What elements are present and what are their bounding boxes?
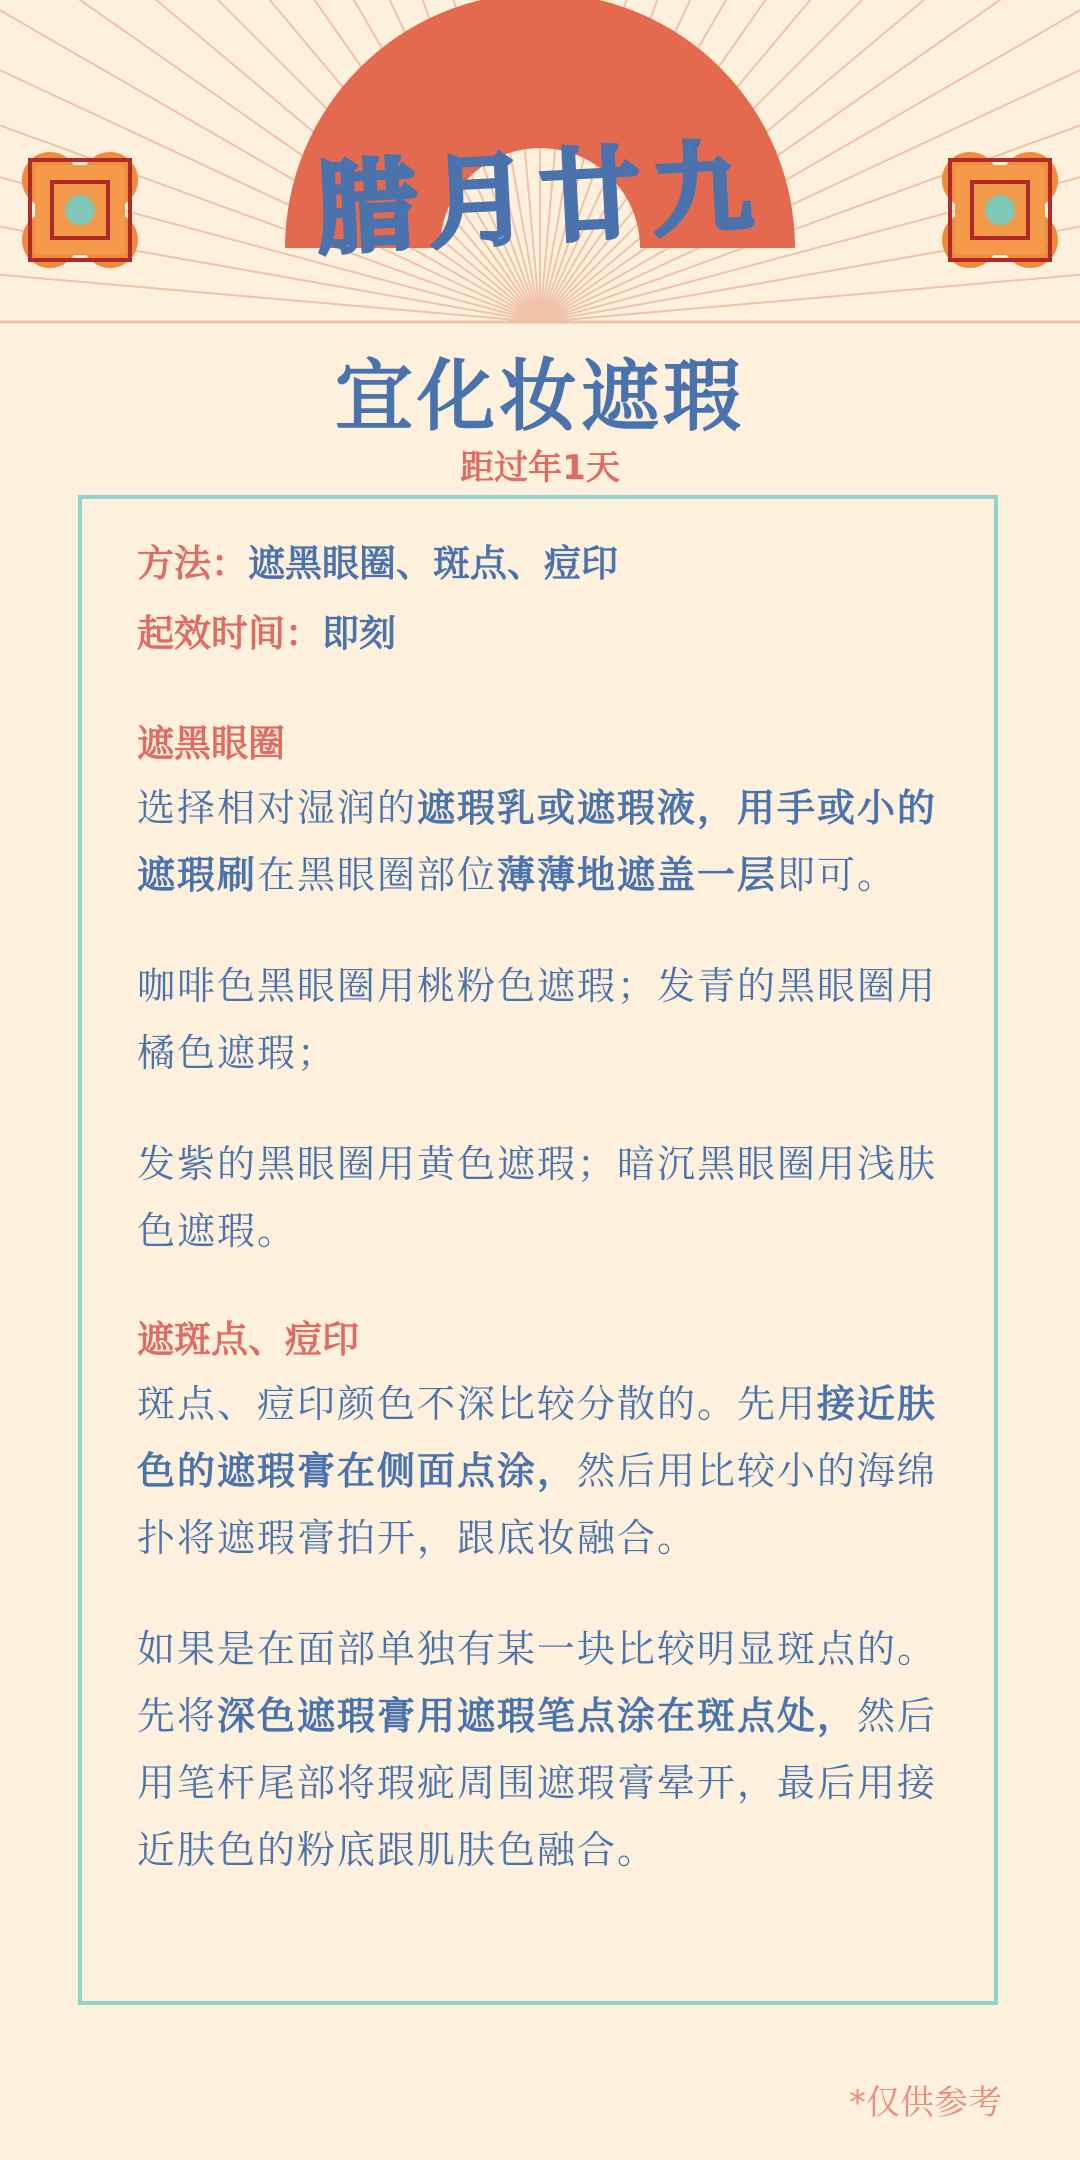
bold-span: 遮瑕乳或遮瑕液，用手或小的遮瑕刷 xyxy=(137,786,938,897)
text-span: 在黑眼圈部位 xyxy=(257,853,498,897)
dark-circles-paragraph-1 xyxy=(137,775,947,909)
effect-time-line xyxy=(137,599,947,669)
spots-paragraph-2 xyxy=(137,1616,947,1884)
method-value: 遮黑眼圈、斑点、痘印 xyxy=(248,542,618,585)
bold-span: 薄薄地遮盖一层 xyxy=(497,853,778,897)
effect-time-value: 即刻 xyxy=(322,612,396,655)
method-label: 方法： xyxy=(137,542,248,585)
footnote: *仅供参考 xyxy=(849,2083,1002,2123)
section-heading-spots: 遮斑点、痘印 xyxy=(137,1318,359,1361)
page-title: 宜化妆遮瑕 xyxy=(334,352,745,442)
text-span: 然后用笔杆尾部将瑕疵周围遮瑕膏晕开，最后用接近肤色的粉底跟肌肤色融合。 xyxy=(137,1694,938,1872)
countdown-subtitle: 距过年1天 xyxy=(460,448,620,488)
fan-title: 腊月廿九 xyxy=(313,128,768,269)
dark-circles-paragraph-3: 发紫的黑眼圈用黄色遮瑕；暗沉黑眼圈用浅肤色遮瑕。 xyxy=(137,1142,938,1253)
card-body xyxy=(137,529,947,1928)
content-card xyxy=(78,495,998,2005)
method-line xyxy=(137,529,947,599)
spots-paragraph-1 xyxy=(137,1371,947,1572)
text-span: 斑点、痘印颜色不深比较分散的。先用 xyxy=(137,1382,818,1426)
text-span: 即可。 xyxy=(777,853,898,897)
section-heading-dark-circles: 遮黑眼圈 xyxy=(137,722,285,765)
text-span: 然后用比较小的海绵扑将遮瑕膏拍开，跟底妆融合。 xyxy=(137,1449,938,1560)
text-span: 选择相对湿润的 xyxy=(137,786,418,830)
dark-circles-paragraph-2: 咖啡色黑眼圈用桃粉色遮瑕；发青的黑眼圈用橘色遮瑕； xyxy=(137,964,938,1075)
bold-span: 深色遮瑕膏用遮瑕笔点涂在斑点处， xyxy=(217,1694,858,1738)
effect-time-label: 起效时间： xyxy=(137,612,322,655)
bold-span: 接近肤色的遮瑕膏在侧面点涂， xyxy=(137,1382,938,1493)
text-span: 如果是在面部单独有某一块比较明显斑点的。先将 xyxy=(137,1627,938,1738)
